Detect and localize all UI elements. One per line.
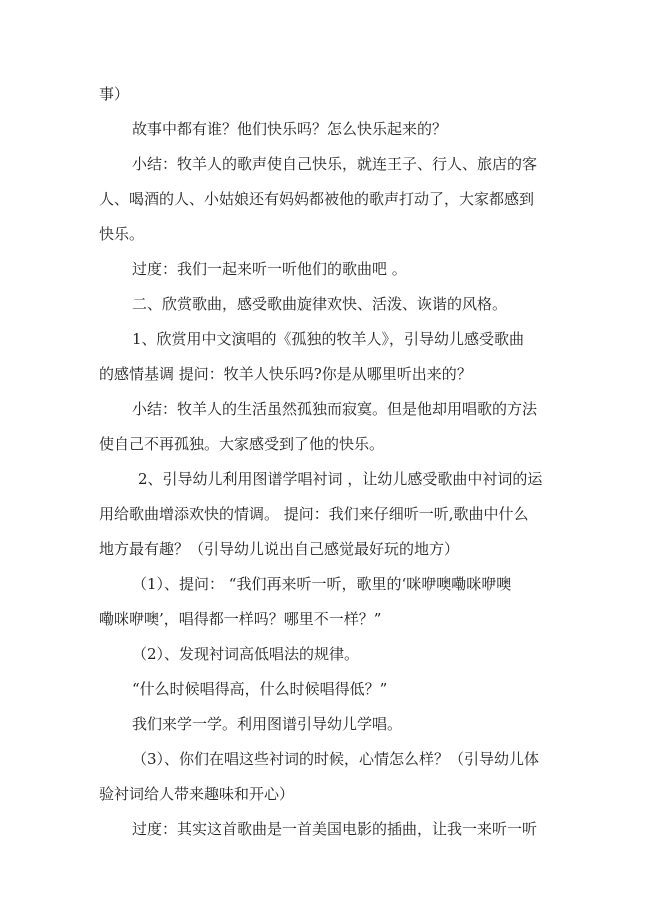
- text-line: 小结：牧羊人的生活虽然孤独而寂寞。但是他却用唱歌的方法: [132, 400, 538, 418]
- text-line: 过度：其实这首歌曲是一首美国电影的插曲，让我一来听一听: [132, 820, 538, 838]
- text-line: 二、欣赏歌曲，感受歌曲旋律欢快、活泼、诙谐的风格。: [132, 295, 508, 313]
- text-line: 2、引导幼儿利用图谱学唱衬词 ，让幼儿感受歌曲中衬词的运: [138, 470, 543, 488]
- text-line: 快乐。: [99, 225, 145, 243]
- text-line: （3）、你们在唱这些衬词的时候，心情怎么样？（引导幼儿体: [132, 750, 540, 768]
- text-line: 使自己不再孤独。大家感受到了他的快乐。: [99, 435, 385, 453]
- text-line: 用给歌曲增添欢快的情调。 提问：我们来仔细听一听,歌曲中什么: [99, 505, 529, 523]
- text-line: （1）、提问： “我们再来听一听，歌里的‘咪咿噢嘞咪咿噢: [132, 575, 512, 593]
- text-line: 过度：我们一起来听一听他们的歌曲吧 。: [132, 260, 407, 278]
- text-line: 嘞咪咿噢’，唱得都一样吗？哪里不一样？”: [99, 610, 382, 628]
- text-line: 故事中都有谁？他们快乐吗？怎么快乐起来的？: [132, 120, 448, 138]
- text-line: 事）: [99, 85, 130, 103]
- text-line: “什么时候唱得高，什么时候唱得低？”: [132, 680, 388, 698]
- text-line: 验衬词给人带来趣味和开心）: [99, 785, 295, 803]
- text-line: 的感情基调 提问：牧羊人快乐吗?你是从哪里听出来的？: [99, 365, 472, 383]
- text-line: 小结：牧羊人的歌声使自己快乐，就连王子、行人、旅店的客: [132, 155, 538, 173]
- text-line: 人、喝酒的人、小姑娘还有妈妈都被他的歌声打动了，大家都感到: [99, 190, 535, 208]
- text-line: 我们来学一学。利用图谱引导幼儿学唱。: [132, 715, 403, 733]
- text-line: 地方最有趣？（引导幼儿说出自己感觉最好玩的地方）: [99, 540, 460, 558]
- text-line: （2）、发现衬词高低唱法的规律。: [132, 645, 360, 663]
- text-line: 1、欣赏用中文演唱的《孤独的牧羊人》，引导幼儿感受歌曲: [132, 330, 525, 348]
